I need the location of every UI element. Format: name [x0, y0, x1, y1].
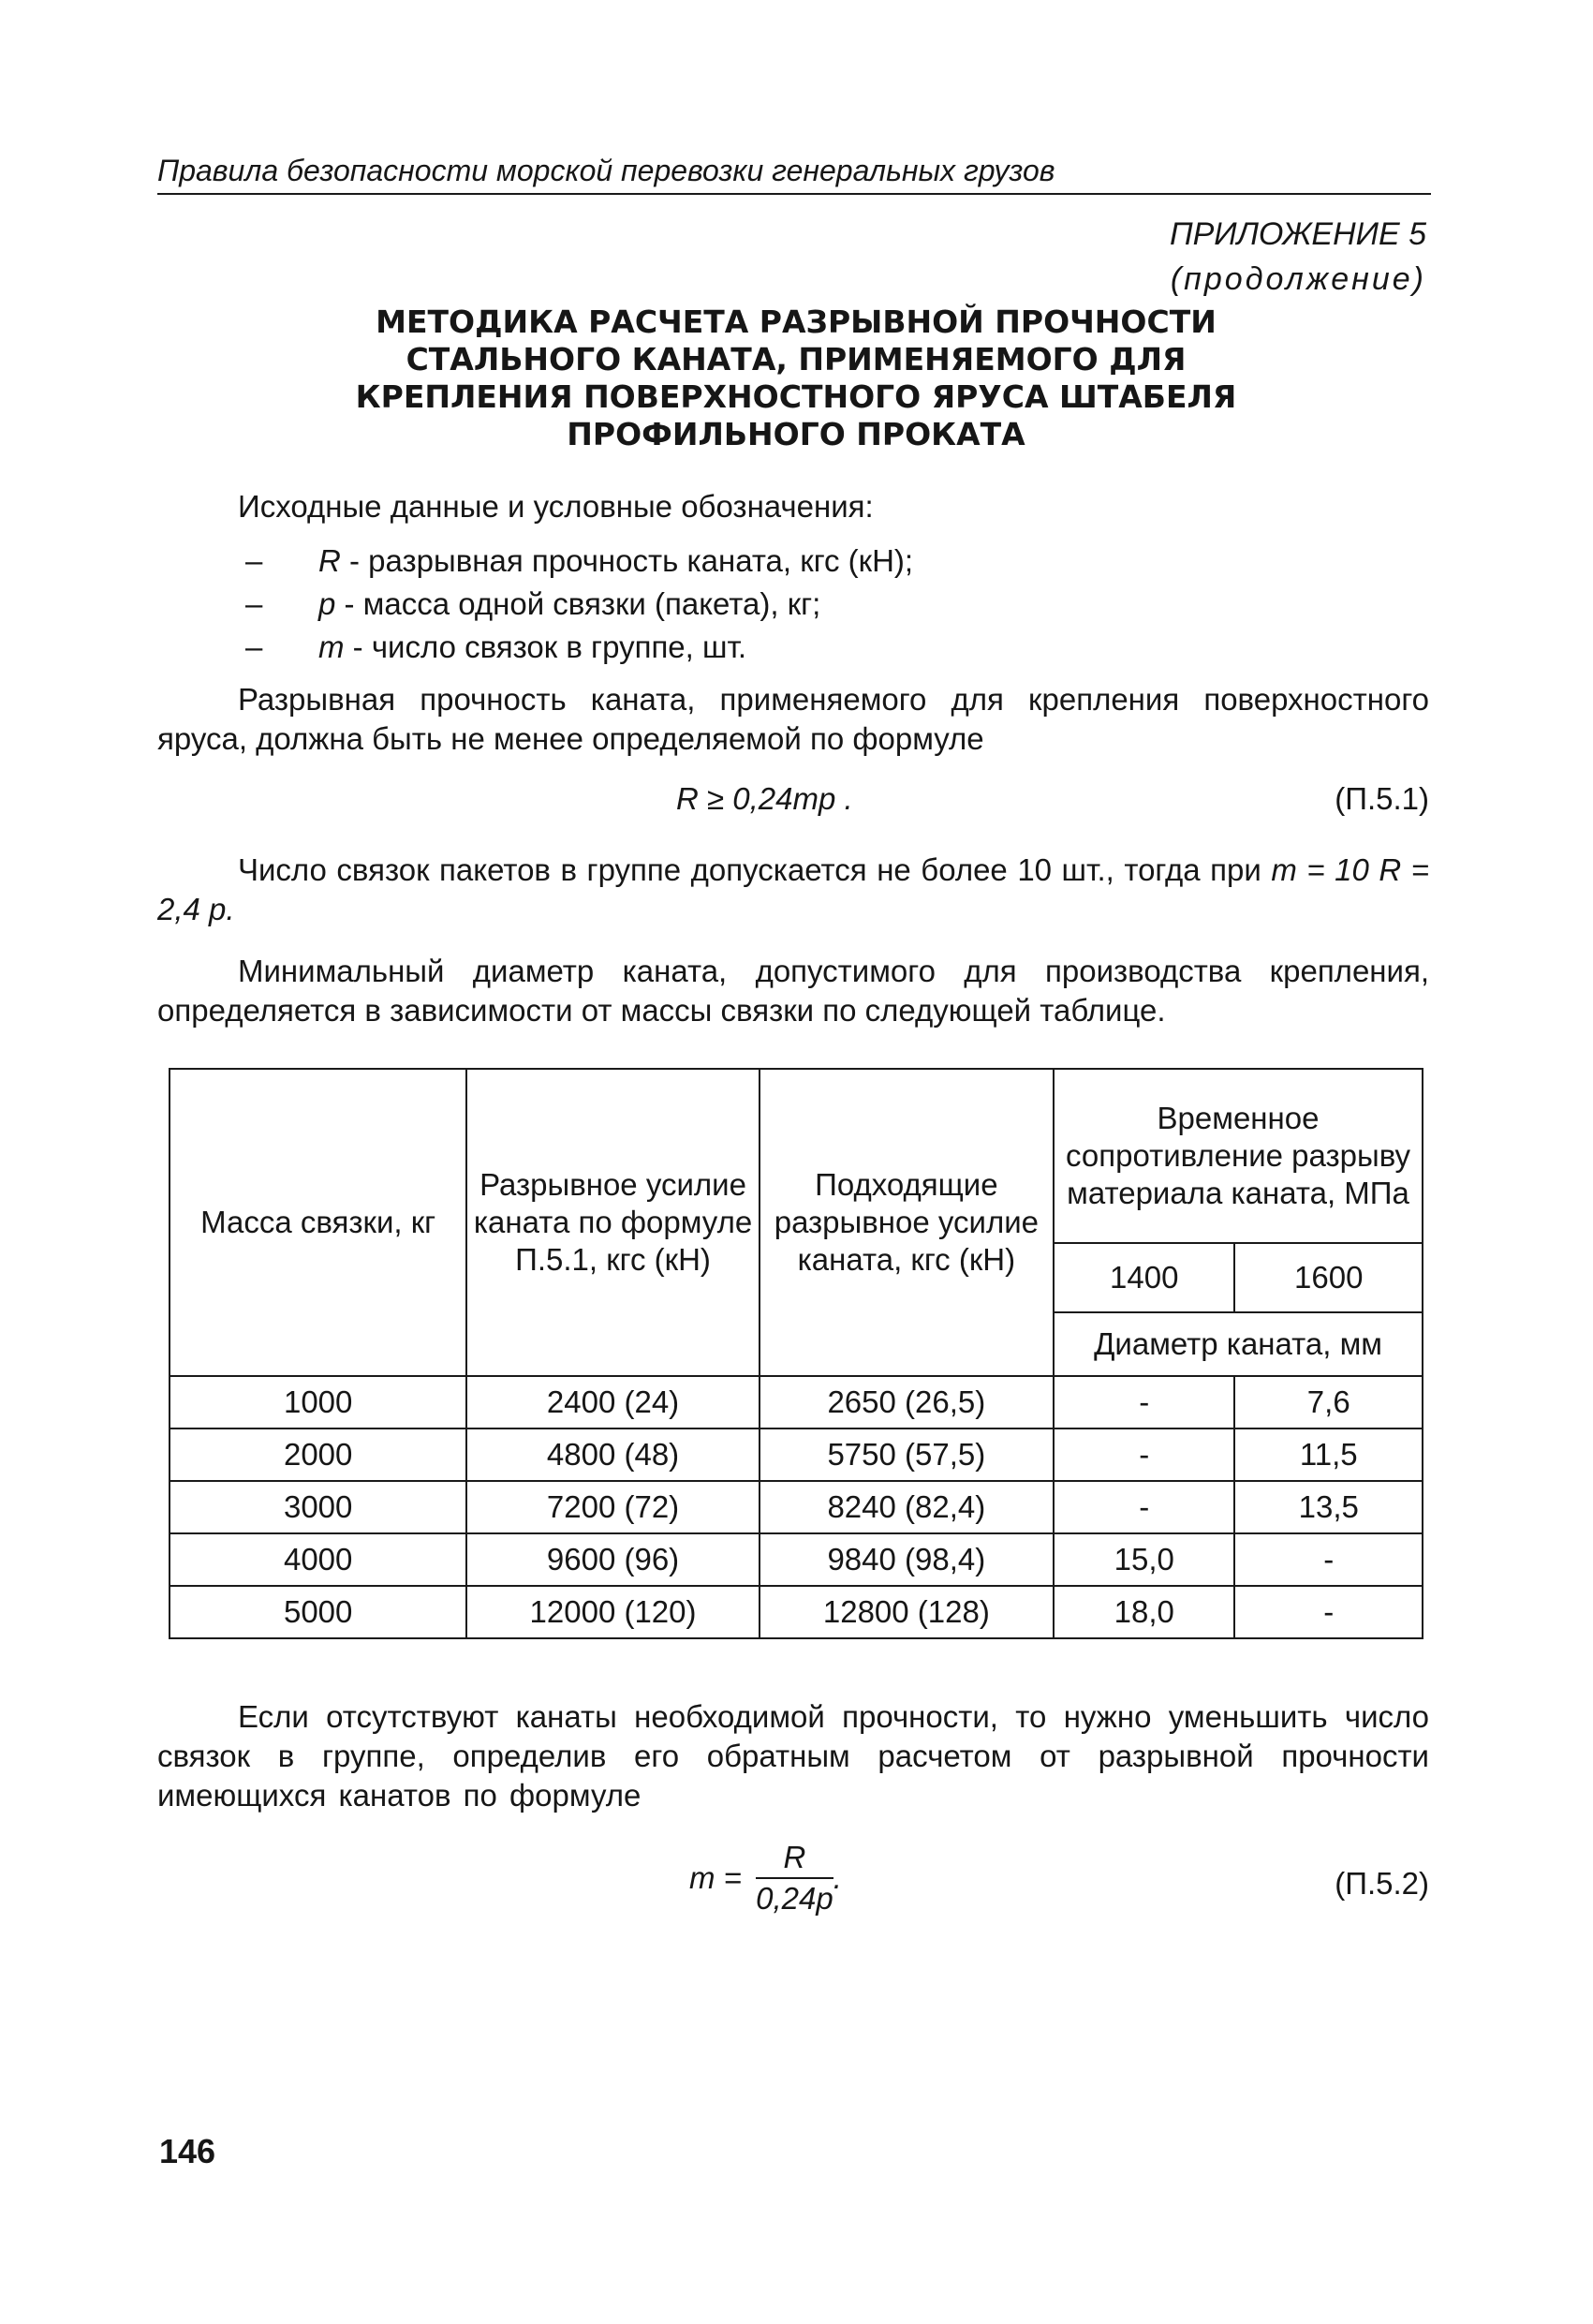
paragraph-2-text: Число связок пакетов в группе допускается не более 10 шт., тогда при — [238, 852, 1261, 887]
definition-text: - разрывная прочность каната, кгс (кН); — [340, 543, 914, 578]
cell-suitable-force: 8240 (82,4) — [760, 1481, 1054, 1533]
cell-mass: 2000 — [170, 1428, 466, 1481]
cell-mass: 3000 — [170, 1481, 466, 1533]
definition-text: - число связок в группе, шт. — [344, 629, 747, 664]
rope-diameter-table — [169, 1068, 1423, 1639]
cell-diameter-1600: - — [1234, 1586, 1423, 1638]
formula-2-number: (П.5.2) — [1335, 1866, 1429, 1901]
table-row — [170, 1533, 1423, 1586]
paragraph-2 — [157, 851, 1429, 929]
definition-p — [245, 585, 820, 624]
header-strength-1600: 1600 — [1234, 1243, 1423, 1312]
formula-2-numerator: R — [756, 1840, 833, 1879]
title-line-4: ПРОФИЛЬНОГО ПРОКАТА — [567, 416, 1025, 452]
symbol-r: R — [318, 543, 341, 578]
appendix-number: ПРИЛОЖЕНИЕ 5 — [1169, 216, 1426, 252]
definition-m — [245, 628, 746, 667]
definition-text: - масса одной связки (пакета), кг; — [335, 586, 821, 621]
header-strength-1400: 1400 — [1054, 1243, 1234, 1312]
cell-diameter-1400: - — [1054, 1428, 1234, 1481]
list-dash: – — [245, 543, 263, 578]
formula-2-fraction — [756, 1840, 833, 1917]
cell-suitable-force: 5750 (57,5) — [760, 1428, 1054, 1481]
cell-diameter-1600: 11,5 — [1234, 1428, 1423, 1481]
appendix-label — [1170, 212, 1426, 302]
symbol-p: p — [318, 586, 336, 621]
cell-mass: 1000 — [170, 1376, 466, 1428]
cell-suitable-force: 9840 (98,4) — [760, 1533, 1054, 1586]
paragraph-3-text: Минимальный диаметр каната, допустимого для производства крепления, определяется в зависимости от массы связки по следующей таблице. — [157, 954, 1429, 1028]
intro-text: Исходные данные и условные обозначения: — [238, 489, 874, 524]
formula-2-lhs: m = — [689, 1860, 742, 1895]
definition-r — [245, 541, 913, 581]
header-diameter: Диаметр каната, мм — [1054, 1312, 1423, 1376]
cell-diameter-1600: - — [1234, 1533, 1423, 1586]
paragraph-4-text: Если отсутствуют канаты необходимой прочности, то нужно уменьшить число связок в группе, определив его обратным расчетом от разрывной прочности имеющихся канатов по формуле — [157, 1699, 1429, 1813]
table-row — [170, 1428, 1423, 1481]
appendix-continuation: (продолжение) — [1170, 261, 1426, 297]
paragraph-4 — [157, 1697, 1429, 1815]
header-breaking-force: Разрывное усилие каната по формуле П.5.1, кгс (кН) — [466, 1069, 759, 1376]
table-row — [170, 1376, 1423, 1428]
page-number: 146 — [159, 2132, 216, 2170]
paragraph-3 — [157, 952, 1429, 1030]
section-title — [281, 303, 1311, 453]
formula-1-number: (П.5.1) — [1335, 781, 1429, 816]
cell-mass: 4000 — [170, 1533, 466, 1586]
cell-breaking-force: 9600 (96) — [466, 1533, 759, 1586]
cell-breaking-force: 7200 (72) — [466, 1481, 759, 1533]
cell-diameter-1600: 7,6 — [1234, 1376, 1423, 1428]
header-mass: Масса связки, кг — [170, 1069, 466, 1376]
title-line-1: МЕТОДИКА РАСЧЕТА РАЗРЫВНОЙ ПРОЧНОСТИ — [376, 303, 1217, 340]
symbol-m: m — [318, 629, 345, 664]
title-line-2: СТАЛЬНОГО КАНАТА, ПРИМЕНЯЕМОГО ДЛЯ — [406, 341, 1187, 377]
cell-suitable-force: 12800 (128) — [760, 1586, 1054, 1638]
table-row — [170, 1586, 1423, 1638]
cell-suitable-force: 2650 (26,5) — [760, 1376, 1054, 1428]
cell-diameter-1400: 15,0 — [1054, 1533, 1234, 1586]
cell-mass: 5000 — [170, 1586, 466, 1638]
paragraph-2-formula: m = 10 R = 2,4 p. — [157, 852, 1429, 926]
cell-diameter-1400: - — [1054, 1376, 1234, 1428]
table-row — [170, 1481, 1423, 1533]
header-tensile-strength: Временное сопротивление разрыву материала каната, МПа — [1054, 1069, 1423, 1243]
list-dash: – — [245, 586, 263, 621]
cell-breaking-force: 4800 (48) — [466, 1428, 759, 1481]
cell-breaking-force: 12000 (120) — [466, 1586, 759, 1638]
formula-2-trail: . — [833, 1860, 842, 1895]
formula-1: R ≥ 0,24mp . — [676, 781, 853, 816]
cell-diameter-1400: 18,0 — [1054, 1586, 1234, 1638]
formula-2 — [689, 1840, 842, 1917]
running-header: Правила безопасности морской перевозки генеральных грузов — [157, 150, 1431, 195]
header-suitable-force: Подходящие разрывное усилие каната, кгс (кН) — [760, 1069, 1054, 1376]
cell-diameter-1400: - — [1054, 1481, 1234, 1533]
paragraph-1 — [157, 680, 1429, 759]
cell-diameter-1600: 13,5 — [1234, 1481, 1423, 1533]
cell-breaking-force: 2400 (24) — [466, 1376, 759, 1428]
paragraph-1-text: Разрывная прочность каната, применяемого для крепления поверхностного яруса, должна быть не менее определяемой по формуле — [157, 682, 1429, 756]
list-dash: – — [245, 629, 263, 664]
title-line-3: КРЕПЛЕНИЯ ПОВЕРХНОСТНОГО ЯРУСА ШТАБЕЛЯ — [355, 378, 1237, 415]
formula-2-denominator: 0,24p — [756, 1881, 833, 1916]
